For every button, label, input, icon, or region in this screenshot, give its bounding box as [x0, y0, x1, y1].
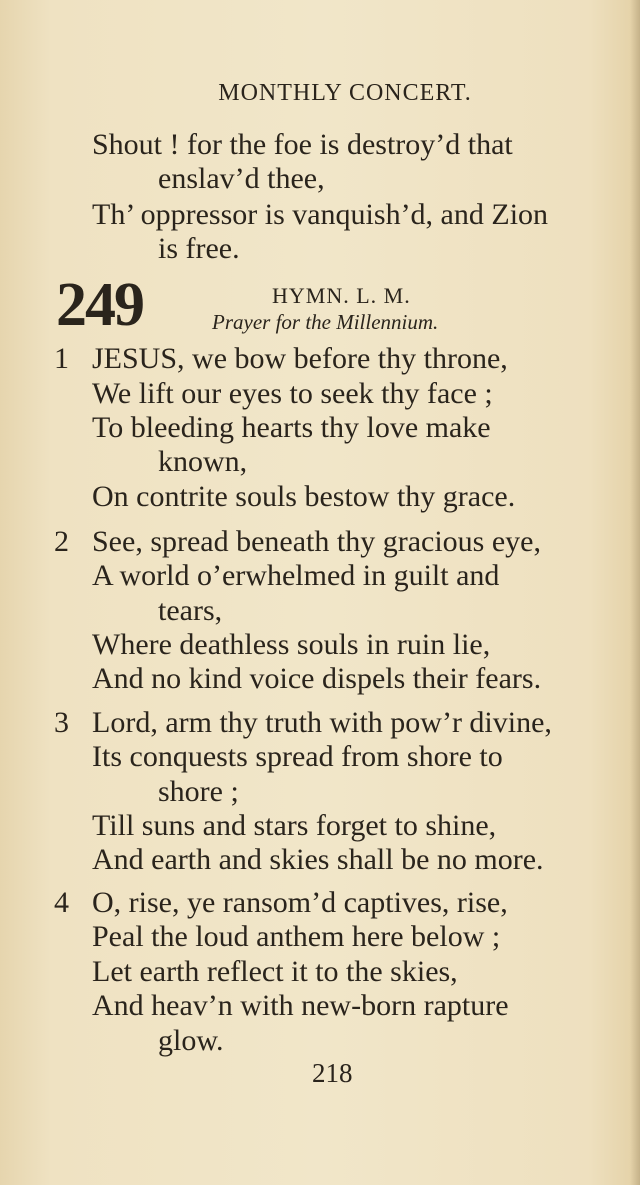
- verse-line: shore ;: [158, 775, 239, 808]
- verse-line: tears,: [158, 594, 223, 627]
- hymn-subtitle: Prayer for the Millennium.: [212, 310, 439, 334]
- page-number: 218: [312, 1058, 353, 1088]
- verse-line: glow.: [158, 1024, 224, 1057]
- carryover-line-1: Shout ! for the foe is destroy’d that: [92, 128, 513, 161]
- verse-line: See, spread beneath thy gracious eye,: [92, 525, 541, 558]
- verse-number: 4: [54, 886, 69, 919]
- hymn-heading: HYMN. L. M.: [272, 283, 411, 308]
- verse-line: Lord, arm thy truth with pow’r divine,: [92, 706, 552, 739]
- verse-number: 3: [54, 706, 69, 739]
- verse-line: JESUS, we bow before thy throne,: [92, 342, 508, 375]
- verse-line: Where deathless souls in ruin lie,: [92, 628, 491, 661]
- verse-number: 1: [54, 342, 69, 375]
- verse-line: Let earth reflect it to the skies,: [92, 955, 458, 988]
- carryover-line-2: enslav’d thee,: [158, 162, 325, 195]
- verse-line: On contrite souls bestow thy grace.: [92, 480, 516, 513]
- verse-line: known,: [158, 445, 248, 478]
- verse-line: To bleeding hearts thy love make: [92, 411, 491, 444]
- page-edge-shadow: [630, 0, 640, 1185]
- carryover-line-4: is free.: [158, 232, 240, 265]
- verse-line: Its conquests spread from shore to: [92, 740, 503, 773]
- verse-line: Peal the loud anthem here below ;: [92, 920, 501, 953]
- verse-number: 2: [54, 525, 69, 558]
- verse-line: Till suns and stars forget to shine,: [92, 809, 497, 842]
- carryover-line-3: Th’ oppressor is vanquish’d, and Zion: [92, 198, 549, 231]
- verse-line: A world o’erwhelmed in guilt and: [92, 559, 500, 592]
- verse-line: And earth and skies shall be no more.: [92, 843, 544, 876]
- verse-line: And heav’n with new-born rapture: [92, 989, 509, 1022]
- running-head: MONTHLY CONCERT.: [218, 80, 472, 106]
- hymn-number: 249: [56, 271, 143, 339]
- verse-line: O, rise, ye ransom’d captives, rise,: [92, 886, 508, 919]
- verse-line: And no kind voice dispels their fears.: [92, 662, 542, 695]
- verse-line: We lift our eyes to seek thy face ;: [92, 377, 493, 410]
